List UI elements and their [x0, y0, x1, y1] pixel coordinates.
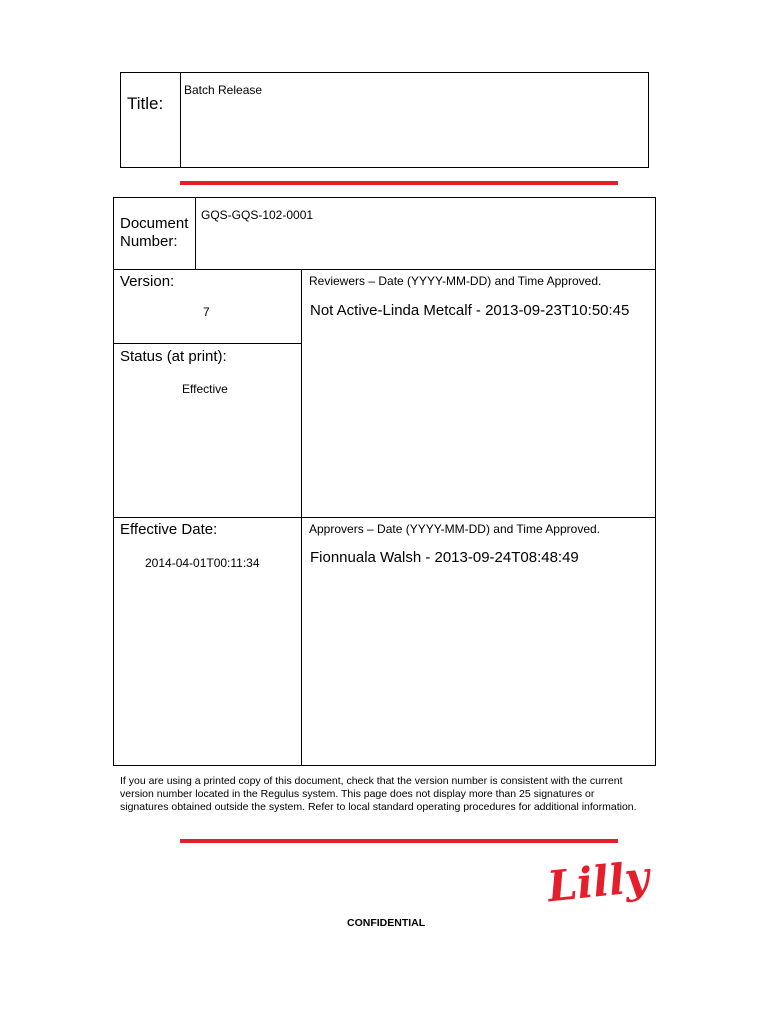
- top-red-rule: [180, 181, 618, 185]
- bottom-red-rule: [180, 839, 618, 843]
- effective-date-label: Effective Date:: [120, 521, 218, 538]
- document-number-label-line1: Document: [120, 215, 189, 232]
- confidential-label: CONFIDENTIAL: [347, 917, 426, 929]
- status-label: Status (at print):: [120, 348, 227, 365]
- row-divider-1: [113, 269, 656, 270]
- title-divider: [180, 72, 181, 168]
- status-value: Effective: [182, 382, 228, 396]
- approvers-header: Approvers – Date (YYYY-MM-DD) and Time Approved.: [309, 522, 601, 536]
- version-status-divider: [113, 343, 301, 344]
- reviewers-header: Reviewers – Date (YYYY-MM-DD) and Time Approved.: [309, 274, 602, 288]
- footnote-text: If you are using a printed copy of this document, check that the version number is consistent with the current version number located in the Regulus system. This page does not display more than 25 signatures or signatures obtained outside the system. Refer to local standard operating procedures for additional information.: [120, 775, 637, 813]
- title-value: Batch Release: [184, 83, 263, 97]
- document-number-value: GQS-GQS-102-0001: [201, 208, 314, 222]
- lilly-logo-text: Lilly: [545, 851, 652, 912]
- version-label: Version:: [120, 273, 175, 290]
- lilly-logo-mark: [540, 848, 660, 918]
- effective-date-value: 2014-04-01T00:11:34: [145, 556, 260, 570]
- lilly-logo: [540, 848, 660, 918]
- title-label: Title:: [127, 94, 164, 113]
- row-divider-2: [113, 517, 656, 518]
- version-value: 7: [203, 305, 210, 319]
- document-number-label-line2: Number:: [120, 233, 178, 250]
- docnum-divider: [195, 197, 196, 269]
- approver-entry: Fionnuala Walsh - 2013-09-24T08:48:49: [310, 549, 579, 566]
- reviewer-entry: Not Active-Linda Metcalf - 2013-09-23T10:50:45: [310, 302, 630, 319]
